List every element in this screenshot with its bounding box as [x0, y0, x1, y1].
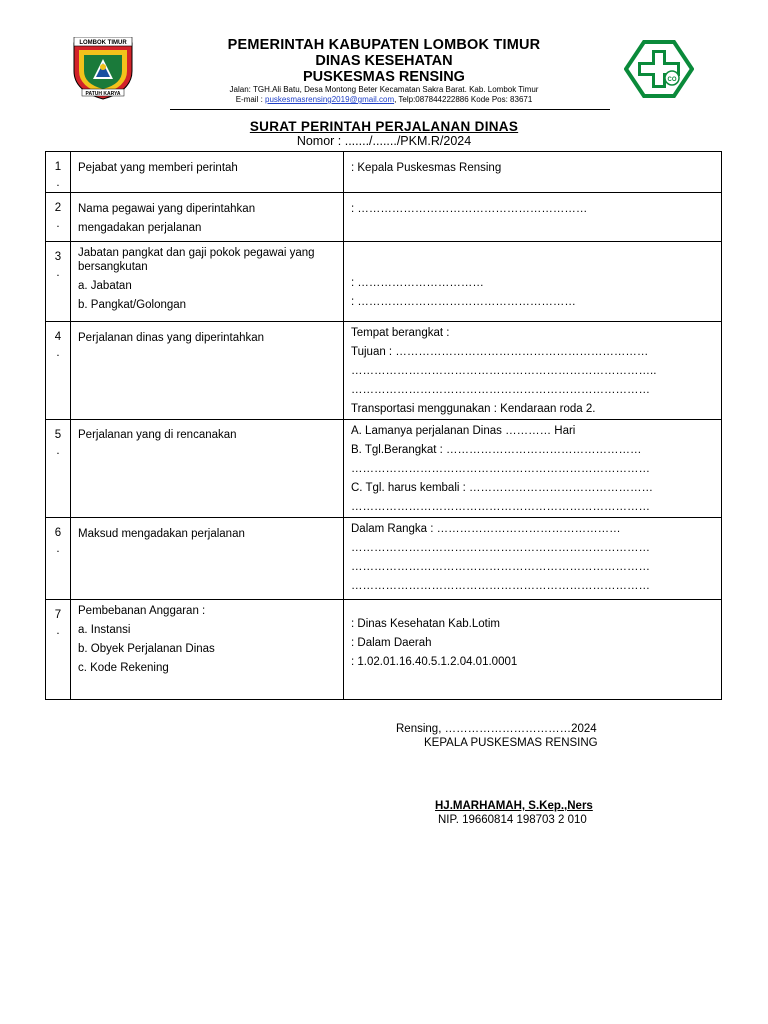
row-number [46, 600, 71, 700]
svg-text:LOMBOK TIMUR: LOMBOK TIMUR [79, 40, 127, 46]
row-value-text: …………………………………………………………………… [351, 463, 650, 475]
row-value-text: B. Tgl.Berangkat : …………………………………………… [351, 444, 642, 456]
row-label-text: Nama pegawai yang diperintahkan [78, 203, 256, 215]
row-number-text: . [56, 347, 60, 359]
row-number-text: 1 [54, 161, 62, 173]
puskesmas-logo-icon [624, 40, 694, 98]
row-value [344, 193, 722, 242]
row-number [46, 152, 71, 193]
row-label [71, 600, 344, 700]
table-row [46, 322, 722, 420]
row-value-text: C. Tgl. harus kembali : ………………………………………… [351, 482, 654, 494]
row-value-text: Transportasi menggunakan : Kendaraan roda 2. [351, 403, 596, 415]
row-value [344, 518, 722, 600]
row-number-text: 5 [54, 429, 62, 441]
row-label [71, 193, 344, 242]
row-value-text: Dalam Rangka : ………………………………………… [351, 523, 621, 535]
signer-nip: NIP. 19660814 198703 2 010 [438, 814, 587, 826]
row-label [71, 152, 344, 193]
row-value-text: …………………………………………………………………….. [351, 365, 657, 377]
row-label-text: Perjalanan dinas yang diperintahkan [78, 332, 265, 344]
row-label-text: Pembebanan Anggaran : [78, 605, 206, 617]
row-number [46, 242, 71, 322]
row-value [344, 600, 722, 700]
row-label-text: b. Pangkat/Golongan [78, 299, 187, 311]
row-number-text: 2 [54, 202, 62, 214]
row-label [71, 322, 344, 420]
signer-name: HJ.MARHAMAH, S.Kep.,Ners [435, 800, 593, 812]
row-number-text: . [56, 543, 60, 555]
row-value-text: A. Lamanya perjalanan Dinas ………… Hari [351, 425, 576, 437]
row-value [344, 152, 722, 193]
letterhead [0, 0, 768, 112]
row-value-text: …………………………………………………………………… [351, 501, 650, 513]
row-number-text: . [56, 625, 60, 637]
row-label-text: b. Obyek Perjalanan Dinas [78, 643, 215, 655]
row-number-text: . [56, 177, 60, 189]
row-number [46, 518, 71, 600]
svg-text:CO: CO [667, 77, 677, 83]
row-number-text: 3 [54, 251, 62, 263]
row-value-text: : ………………………………………………… [351, 296, 576, 308]
table-row [46, 152, 722, 193]
department-name: DINAS KESEHATAN [315, 53, 453, 69]
row-label [71, 420, 344, 518]
table-row [46, 193, 722, 242]
row-label [71, 242, 344, 322]
row-label [71, 518, 344, 600]
row-label-text: a. Jabatan [78, 280, 132, 292]
row-label-text: Jabatan pangkat dan gaji pokok pegawai yang bersangkutan [78, 247, 315, 273]
row-number-text: 6 [54, 527, 62, 539]
row-value-text: : …………………………………………………… [351, 203, 588, 215]
row-number-text: 4 [54, 331, 62, 343]
row-value-text: : Kepala Puskesmas Rensing [351, 162, 502, 174]
row-label-text: Pejabat yang memberi perintah [78, 162, 238, 174]
table-row [46, 600, 722, 700]
row-value-text: : …………………………… [351, 277, 484, 289]
row-label-text: c. Kode Rekening [78, 662, 169, 674]
row-value [344, 420, 722, 518]
table-row [46, 518, 722, 600]
contact-line: E-mail : puskesmasrensing2019@gmail.com, Telp:087844222886 Kode Pos: 83671 [235, 95, 533, 104]
table-row [46, 242, 722, 322]
facility-name: PUSKESMAS RENSING [303, 69, 465, 85]
row-number-text: . [56, 267, 60, 279]
row-label-text: a. Instansi [78, 624, 131, 636]
signer-role: KEPALA PUSKESMAS RENSING [424, 737, 598, 749]
row-number-text: . [56, 445, 60, 457]
row-label-text: Perjalanan yang di rencanakan [78, 429, 237, 441]
document-title: SURAT PERINTAH PERJALANAN DINAS [249, 119, 519, 134]
address: Jalan: TGH.Ali Batu, Desa Montong Beter Kecamatan Sakra Barat. Kab. Lombok Timur [229, 85, 539, 94]
table-row [46, 420, 722, 518]
row-number-text: 7 [54, 609, 62, 621]
row-value-text: …………………………………………………………………… [351, 561, 650, 573]
row-value-text: : Dinas Kesehatan Kab.Lotim [351, 618, 500, 630]
row-number [46, 420, 71, 518]
row-value-text: …………………………………………………………………… [351, 580, 650, 592]
document-number: Nomor : ......./......./PKM.R/2024 [296, 134, 472, 148]
email-link[interactable]: puskesmasrensing2019@gmail.com [265, 95, 395, 104]
row-value-text: Tujuan : ………………………………………………………… [351, 346, 649, 358]
row-number [46, 193, 71, 242]
row-value-text: …………………………………………………………………… [351, 542, 650, 554]
svg-text:PATUH KARYA: PATUH KARYA [85, 91, 121, 97]
row-value [344, 242, 722, 322]
row-value [344, 322, 722, 420]
signature-place-date: Rensing, ……………………………2024 [396, 723, 597, 735]
row-label-text: Maksud mengadakan perjalanan [78, 528, 245, 540]
agency-name: PEMERINTAH KABUPATEN LOMBOK TIMUR [227, 37, 541, 53]
row-value-text: Tempat berangkat : [351, 327, 450, 339]
header-divider [170, 109, 610, 110]
row-value-text: : 1.02.01.16.40.5.1.2.04.01.0001 [351, 656, 518, 668]
travel-order-table [45, 151, 722, 700]
row-value-text: …………………………………………………………………… [351, 384, 650, 396]
row-label-text: mengadakan perjalanan [78, 222, 202, 234]
row-number-text: . [56, 218, 60, 230]
row-number [46, 322, 71, 420]
row-value-text: : Dalam Daerah [351, 637, 432, 649]
